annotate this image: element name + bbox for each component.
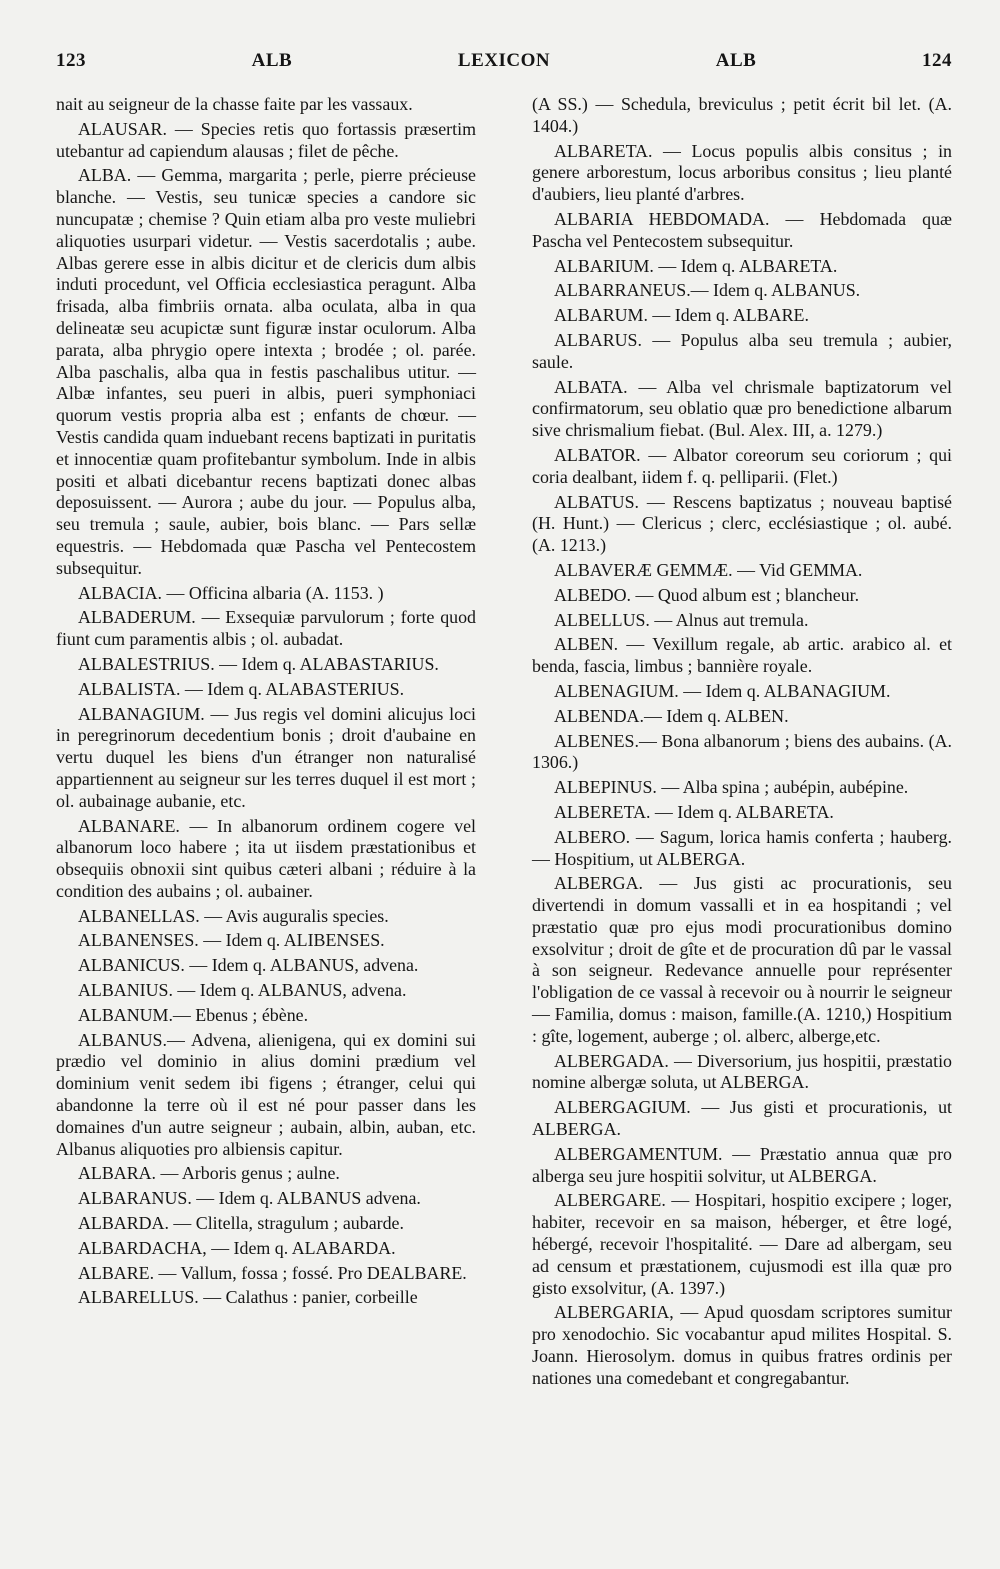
dictionary-entry: ALBALESTRIUS. — Idem q. ALABASTARIUS. [78,653,439,674]
dictionary-entry: ALBERGARE. — Hospitari, hospitio excipere ; loger, habiter, recevoir en sa maison, héberger, et être logé, hébergé, recevoir l'hospitalité. — Dare ad albergam, seu ad censum et præstationem, cujusmodi est illa quæ pro gisto exsolvitur, (A. 1397.) [532,1190,952,1298]
dictionary-entry: ALBANUS.— Advena, alienigena, qui ex domini sui prædio vel dominio in alius domini prædium vel dominium venit sedem ibi figens ; étranger, celui qui abandonne la terre où il est né pour passer dans les domaines d'un autre seigneur ; aubain, albin, auban, etc. Albanus aliquoties pro albiensis capitur. [56,1029,476,1159]
right-column [532,94,952,1393]
dictionary-entry: ALBA. — Gemma, margarita ; perle, pierre précieuse blanche. — Vestis, seu tunicæ species a candore sic nuncupatæ ; chemise ? Quin etiam alba pro veste muliebri aliquoties usurpari videtur. — Vestis sacerdotalis ; aube. Albas gerere esse in albis dicitur et de clericis dum albis induti procedunt, vel Officia ecclesiastica peragunt. Alba frisada, alba fimbriis ornata. alba oculata, alba in qua delineatæ seu acupictæ sunt figuræ instar oculorum. Alba parata, alba phrygio opere intexta ; brodée ; ol. parée. Alba paschalis, alba qua in festis paschalibus utitur. — Albæ infantes, seu pueri in albis, pueri symphoniaci quorum vestis propria alba est ; enfants de chœur. — Vestis candida quam induebant recens baptizati in puritatis et innocentiæ quam profitebantur symbolum. Inde in albis positi et albati dicebantur recens baptizati donec albas deposuissent. — Aurora ; aube du jour. — Populus alba, seu tremula ; saule, aubier, bois blanc. — Pars sellæ equestris. — Hebdomada quæ Pascha vel Pentecostem subsequitur. [56,165,476,578]
dictionary-entry: ALBANAGIUM. — Jus regis vel domini alicujus loci in peregrinorum decedentium bonis ; droit d'aubaine en vertu duquel les biens d'un étranger non naturalisé appartiennent au seigneur sur les terres duquel il est mort ; ol. aubainage aubanie, etc. [56,703,476,811]
dictionary-entry: ALBEPINUS. — Alba spina ; aubépin, aubépine. [554,777,909,798]
dictionary-entry: ALBARANUS. — Idem q. ALBANUS advena. [78,1188,421,1209]
dictionary-entry: ALBARRANEUS.— Idem q. ALBANUS. [554,280,861,301]
dictionary-entry: ALBARIUM. — Idem q. ALBARETA. [554,255,838,276]
running-head [56,50,952,80]
dictionary-entry: ALBERGAGIUM. — Jus gisti et procurationis, ut ALBERGA. [532,1097,952,1140]
text-columns [56,94,952,1393]
dictionary-entry: ALBANIUS. — Idem q. ALBANUS, advena. [78,980,407,1001]
page-number-left: 123 [56,50,86,71]
dictionary-entry: ALBACIA. — Officina albaria (A. 1153. ) [78,582,384,603]
dictionary-entry: ALBANARE. — In albanorum ordinem cogere vel albanorum loco habere ; ita ut iisdem præstationibus et obsequiis obnoxii sint quibus cæteri albani ; réduire à la condition des aubains ; ol. aubainer. [56,815,476,901]
dictionary-entry: ALBATOR. — Albator coreorum seu coriorum ; qui coria dealbant, iidem f. q. pelliparii. (Flet.) [532,444,952,487]
dictionary-entry: ALBARETA. — Locus populis albis consitus ; in genere arborestum, locus arboribus consitus ; lieu planté d'aubiers, lieu planté d'arbres. [532,140,952,205]
dictionary-entry: ALBERGA. — Jus gisti ac procurationis, seu divertendi in domum vassalli et in ea hospitandi ; vel præstatio quæ pro ejus modi procurationibus domino exsolvitur ; droit de gîte et de procuration dû par le vassal à son seigneur. Redevance annuelle pour représenter l'obligation de ce vassal à recevoir ou à nourrir le seigneur— Familia, domus : maison, famille.(A. 1210,) Hospitium : gîte, logement, auberge ; ol. alberc, alberge,etc. [532,873,952,1046]
left-column [56,94,476,1393]
guide-word-left: ALB [251,50,293,71]
page-number-right: 124 [921,50,952,71]
book-title: LEXICON [457,50,551,71]
dictionary-entry: nait au seigneur de la chasse faite par les vassaux. [56,94,413,114]
dictionary-entry: ALBERO. — Sagum, lorica hamis conferta ; hauberg. — Hospitium, ut ALBERGA. [532,826,952,869]
dictionary-entry: ALBENAGIUM. — Idem q. ALBANAGIUM. [554,680,891,701]
dictionary-entry: ALBATUS. — Rescens baptizatus ; nouveau baptisé (H. Hunt.) — Clericus ; clerc, ecclésiastique ; ol. aubé. (A. 1213.) [532,491,952,556]
dictionary-entry: ALBATA. — Alba vel chrismale baptizatorum vel confirmatorum, seu oblatio quæ pro benedictione albarum sive chrismalium fiebat. (Bul. Alex. III, a. 1279.) [532,376,952,441]
dictionary-entry: ALAUSAR. — Species retis quo fortassis præsertim utebantur ad capiendum alausas ; filet de pêche. [56,118,476,161]
dictionary-entry: ALBELLUS. — Alnus aut tremula. [554,609,809,630]
dictionary-entry: ALBERGARIA, — Apud quosdam scriptores sumitur pro xenodochio. Sic vocabantur apud milites Hospital. S. Joann. Hierosolym. domus in quibus fratres ordinis per nationes una comedebant et congregabantur. [532,1302,952,1388]
dictionary-entry: ALBERETA. — Idem q. ALBARETA. [554,801,834,822]
dictionary-entry: ALBANUM.— Ebenus ; ébène. [78,1004,309,1025]
dictionary-entry: ALBEDO. — Quod album est ; blancheur. [554,584,860,605]
dictionary-entry: ALBARDACHA, — Idem q. ALABARDA. [78,1237,396,1258]
dictionary-entry: ALBARE. — Vallum, fossa ; fossé. Pro DEALBARE. [78,1262,467,1283]
dictionary-entry: ALBARELLUS. — Calathus : panier, corbeille [78,1287,418,1308]
dictionary-entry: ALBENDA.— Idem q. ALBEN. [554,705,789,726]
dictionary-entry: ALBALISTA. — Idem q. ALABASTERIUS. [78,678,405,699]
dictionary-entry: ALBARUM. — Idem q. ALBARE. [554,305,809,326]
guide-word-right: ALB [715,50,757,71]
dictionary-entry: ALBADERUM. — Exsequiæ parvulorum ; forte quod fiunt cum paramentis albis ; ol. aubadat. [56,607,476,650]
dictionary-entry: ALBEN. — Vexillum regale, ab artic. arabico al. et benda, fascia, limbus ; bannière royale. [532,634,952,677]
dictionary-entry: ALBARUS. — Populus alba seu tremula ; aubier, saule. [532,329,952,372]
dictionary-entry: ALBERGADA. — Diversorium, jus hospitii, præstatio nomine albergæ soluta, ut ALBERGA. [532,1050,952,1093]
dictionary-entry: ALBERGAMENTUM. — Præstatio annua quæ pro alberga seu jure hospitii solvitur, ut ALBERGA. [532,1143,952,1186]
dictionary-entry: ALBANELLAS. — Avis auguralis species. [78,905,389,926]
dictionary-entry: ALBARDA. — Clitella, stragulum ; aubarde. [78,1213,404,1234]
dictionary-entry: ALBANENSES. — Idem q. ALIBENSES. [78,930,385,951]
dictionary-entry: ALBARA. — Arboris genus ; aulne. [78,1163,340,1184]
dictionary-entry: ALBANICUS. — Idem q. ALBANUS, advena. [78,955,419,976]
dictionary-entry: ALBENES.— Bona albanorum ; biens des aubains. (A. 1306.) [532,730,952,773]
dictionary-entry: (A SS.) — Schedula, breviculus ; petit écrit bil let. (A. 1404.) [532,94,952,136]
dictionary-entry: ALBARIA HEBDOMADA. — Hebdomada quæ Pascha vel Pentecostem subsequitur. [532,208,952,251]
dictionary-entry: ALBAVERÆ GEMMÆ. — Vid GEMMA. [554,559,863,580]
